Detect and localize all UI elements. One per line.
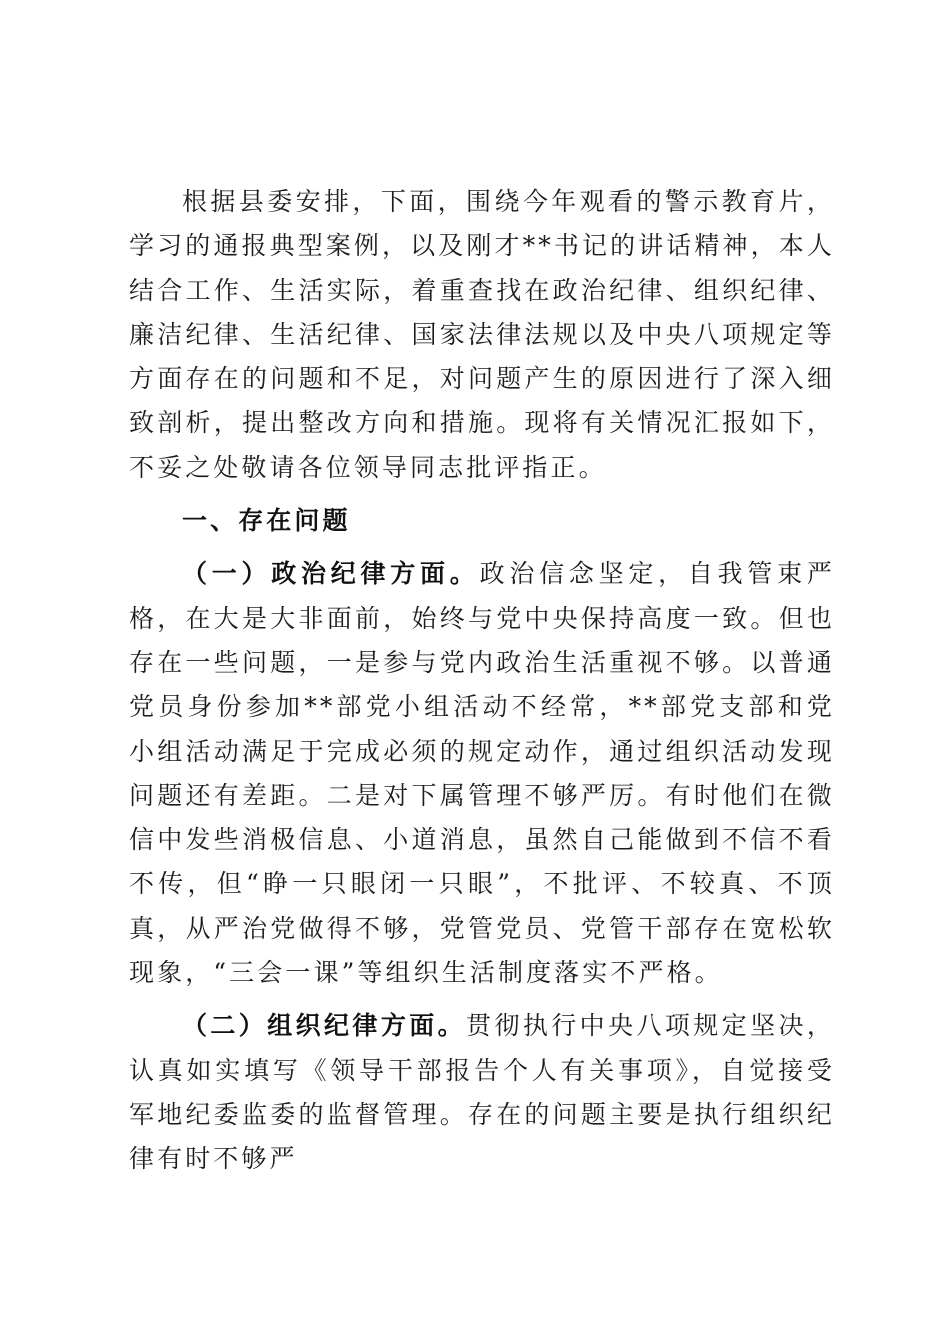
document-body xyxy=(129,180,835,1182)
organizational-discipline-body: 贯彻执行中央八项规定坚决，认真如实填写《领导干部报告个人有关事项》，自觉接受军地纪委监委的监督管理。存在的问题主要是执行组织纪律有时不够严 xyxy=(129,1011,835,1174)
political-discipline-title: （一）政治纪律方面。 xyxy=(182,559,480,589)
political-discipline-paragraph xyxy=(129,552,835,995)
organizational-discipline-paragraph xyxy=(129,1004,835,1181)
organizational-discipline-title: （二）组织纪律方面。 xyxy=(182,1011,467,1041)
political-discipline-body: 政治信念坚定，自我管束严格，在大是大非面前，始终与党中央保持高度一致。但也存在一些问题，一是参与党内政治生活重视不够。以普通党员身份参加**部党小组活动不经常，**部党支部和党小组活动满足于完成必须的规定动作，通过组织活动发现问题还有差距。二是对下属管理不够严厉。有时他们在微信中发些消极信息、小道消息，虽然自己能做到不信不看不传，但“睁一只眼闭一只眼”，不批评、不较真、不顶真，从严治党做得不够，党管党员、党管干部存在宽松软现象，“三会一课”等组织生活制度落实不严格。 xyxy=(129,559,835,988)
section-heading-problems: 一、存在问题 xyxy=(182,506,351,536)
intro-paragraph: 根据县委安排，下面，围绕今年观看的警示教育片，学习的通报典型案例，以及刚才**书记的讲话精神，本人结合工作、生活实际，着重查找在政治纪律、组织纪律、廉洁纪律、生活纪律、国家法律法规以及中央八项规定等方面存在的问题和不足，对问题产生的原因进行了深入细致剖析，提出整改方向和措施。现将有关情况汇报如下，不妥之处敬请各位领导同志批评指正。 xyxy=(129,187,835,482)
